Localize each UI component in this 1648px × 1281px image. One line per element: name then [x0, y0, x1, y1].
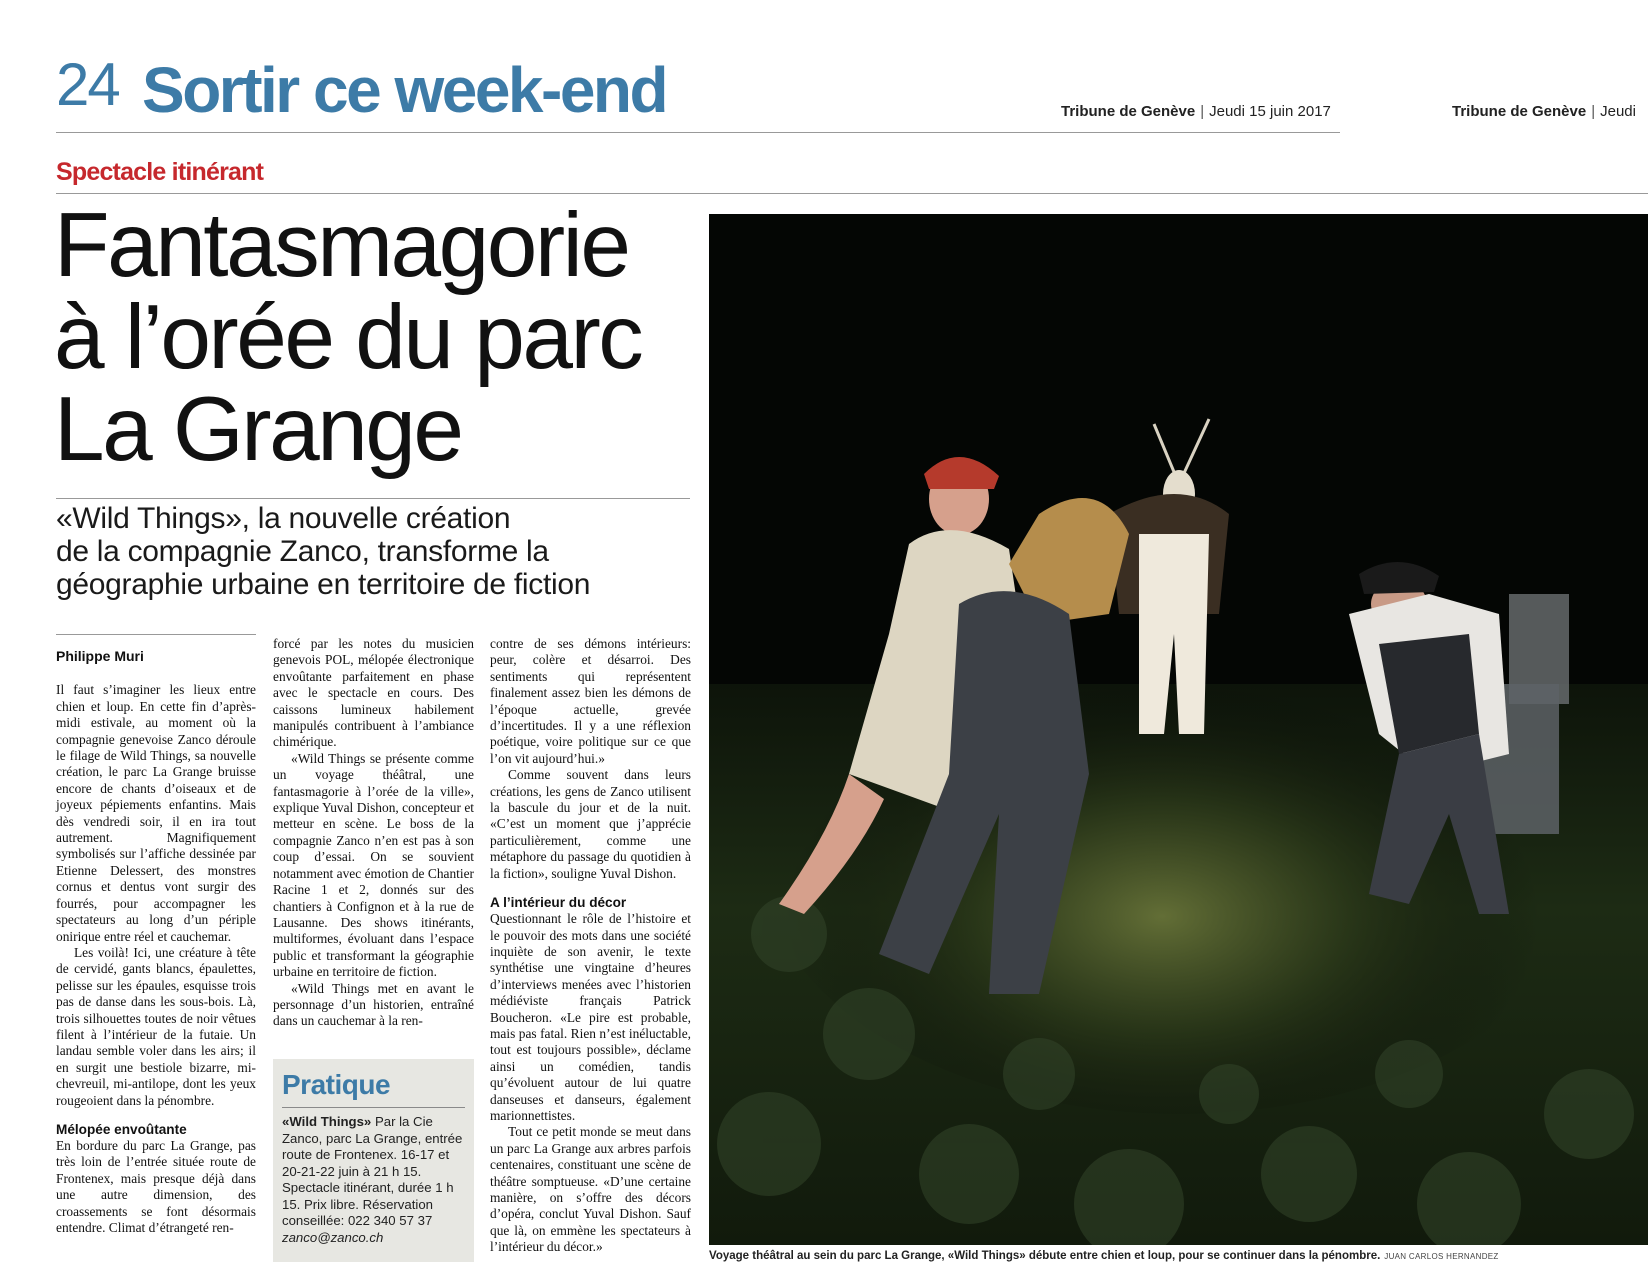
article-headline — [54, 195, 694, 480]
deck-rule — [56, 498, 690, 499]
byline: Philippe Muri — [56, 648, 144, 664]
paragraph: forcé par les notes du musicien genevois POL, mélopée électronique envoûtante parfaitement en phase avec le spectacle en cours. Des caissons lumineux habilement manipulés contribuent à l’ambiance chimérique. — [273, 636, 474, 750]
issue-date-right: Jeudi — [1600, 103, 1636, 120]
header-rule — [56, 132, 1340, 133]
masthead-separator: | — [1200, 103, 1205, 120]
article-kicker: Spectacle itinérant — [56, 158, 264, 186]
deck-line: de la compagnie Zanco, transforme la — [56, 535, 549, 568]
paragraph: «Wild Things met en avant le personnage d’un historien, entraîné dans un cauchemar à la ren- — [273, 980, 474, 1029]
paragraph: Comme souvent dans leurs créations, les gens de Zanco utilisent la bascule du jour et de la nuit. «C’est un moment que j’apprécie particulièrement, comme une métaphore du passage du quotidien à la fiction», souligne Yuval Dishon. — [490, 767, 691, 881]
paragraph: Il faut s’imaginer les lieux entre chien et loup. En cette fin d’après-midi estivale, au moment où la compagnie genevoise Zanco déroule le filage de Wild Things, sa nouvelle création, le parc La Grange bruisse encore de chants d’oiseaux et de joyeux pépiements enfantins. Mais dès vendredi soir, il en ira tout autrement. Magnifiquement symbolisés sur l’affiche dessinée par Etienne Delessert, des monstres cornus et dentus vont surgir des fourrés, pour accompagner les spectateurs au long d’un périple onirique entre réel et cauchemar. — [56, 682, 256, 944]
pratique-details — [282, 1114, 465, 1246]
pratique-rule — [282, 1107, 465, 1108]
headline-line: à l’orée du parc — [54, 287, 642, 388]
subheading: A l’intérieur du décor — [490, 895, 627, 911]
show-name: «Wild Things» — [282, 1114, 372, 1129]
page-number: 24 — [56, 51, 119, 118]
paragraph: Les voilà! Ici, une créature à tête de cervidé, gants blancs, épaulettes, pelisse sur les épaules, esquisse trois pas de danse dans les sous-bois. Là, trois silhouettes toutes de noir vêtues filent à l’intérieur de la futaie. Un landau semble voler dans les airs; il en surgit une bestiole bizarre, mi-chevreuil, mi-antilope, dont les yeux rougeoient dans la pénombre. — [56, 944, 256, 1108]
body-column-3 — [490, 636, 691, 1256]
subheading: Mélopée envoûtante — [56, 1121, 187, 1137]
article-deck — [56, 502, 696, 601]
deck-line: «Wild Things», la nouvelle création — [56, 502, 511, 535]
photo-credit: JUAN CARLOS HERNANDEZ — [1384, 1252, 1499, 1261]
paragraph: En bordure du parc La Grange, pas très loin de l’entrée située route de Frontenex, mais presque déjà dans une autre dimension, des croassements se font désormais entendre. Climat d’étrangeté ren- — [56, 1137, 256, 1235]
section-title: Sortir ce week-end — [142, 54, 667, 126]
paragraph: Tout ce petit monde se meut dans un parc La Grange aux arbres parfois centenaires, constituant une scène de théâtre somptueuse. «D’une certaine manière, on s’offre des décors d’opéra, conclut Yuval Dishon. Sauf que là, on emmène les spectateurs à l’intérieur du décor.» — [490, 1124, 691, 1255]
issue-date: Jeudi 15 juin 2017 — [1209, 103, 1331, 120]
kicker-rule — [56, 193, 1648, 194]
masthead-right — [1452, 103, 1636, 120]
headline-line: La Grange — [54, 379, 462, 480]
paragraph: Questionnant le rôle de l’histoire et le pouvoir des mots dans une société inquiète de son avenir, le texte synthétise une vingtaine d’heures d’interviews menées avec l’historien médiéviste français Patrick Boucheron. «Le pire est probable, mais pas fatal. Rien n’est inéluctable, tout est toujours possible», déclame ainsi un comédien, tandis qu’évoluent autour de lui quatre danseuses et danseurs, également marionnettistes. — [490, 911, 691, 1123]
masthead-left — [1061, 103, 1331, 120]
article-photo — [709, 214, 1648, 1245]
byline-rule — [56, 634, 256, 635]
headline-line: Fantasmagorie — [54, 195, 629, 296]
pratique-box — [273, 1059, 474, 1262]
deck-line: géographie urbaine en territoire de fiction — [56, 568, 591, 601]
body-column-2 — [273, 636, 474, 1030]
newspaper-name: Tribune de Genève — [1061, 103, 1196, 120]
show-info: Par la Cie Zanco, parc La Grange, entrée route de Frontenex. 16-17 et 20-21-22 juin à 21 h 15. Spectacle itinérant, durée 1 h 15. Prix libre. Réservation conseillée: 022 340 57 37 — [282, 1114, 463, 1228]
masthead-separator-right: | — [1591, 103, 1596, 120]
night-performance-illustration — [709, 214, 1648, 1245]
newspaper-name-right: Tribune de Genève — [1452, 103, 1587, 120]
photo-caption — [709, 1250, 1648, 1262]
paragraph: contre de ses démons intérieurs: peur, colère et désarroi. Des sentiments qui représentent finalement assez bien les démons de l’époque actuelle, grevée d’incertitudes. Il y a une réflexion poétique, voire politique sur ce que l’on vit aujourd’hui.» — [490, 636, 691, 766]
caption-text: Voyage théâtral au sein du parc La Grange, «Wild Things» débute entre chien et loup, pour se continuer dans la pénombre. — [709, 1250, 1381, 1262]
body-column-1 — [56, 638, 256, 1236]
paragraph: «Wild Things se présente comme un voyage théâtral, une fantasmagorie à l’orée de la ville», explique Yuval Dishon, concepteur et metteur en scène. Le boss de la compagnie Zanco n’en est pas à son coup d’essai. On se souvient notamment avec émotion de Chantier Racine 1 et 2, donnés sur des chantiers à Confignon et à la rue de Lausanne. Des shows itinérants, multiformes, évoluant dans l’espace public et transformant la géographie urbaine en territoire de fiction. — [273, 750, 474, 980]
pratique-title: Pratique — [282, 1069, 391, 1100]
contact-email: zanco@zanco.ch — [282, 1229, 384, 1245]
